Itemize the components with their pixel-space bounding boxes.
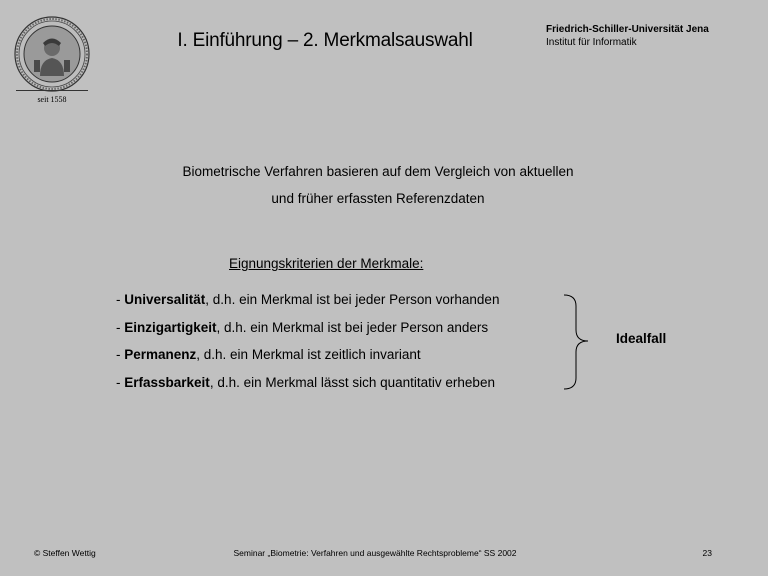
seal-caption: seit 1558 — [37, 95, 67, 104]
intro-line-1: Biometrische Verfahren basieren auf dem Vergleich von aktuellen — [182, 164, 574, 179]
criterion-permanence: - Permanenz, d.h. ein Merkmal ist zeitlich invariant — [116, 347, 421, 362]
criterion-term: Einzigartigkeit — [124, 319, 217, 335]
criterion-term: Permanenz — [124, 347, 197, 362]
right-curly-brace — [562, 292, 594, 392]
criterion-universality: - Universalität, d.h. ein Merkmal ist bei jeder Person vorhanden — [116, 292, 500, 307]
footer-seminar: Seminar „Biometrie: Verfahren und ausgewählte Rechtsprobleme“ SS 2002 — [233, 548, 517, 558]
intro-line-2: und früher erfassten Referenzdaten — [271, 191, 485, 206]
university-seal-logo — [14, 16, 90, 92]
footer-author: © Steffen Wettig — [34, 548, 96, 558]
slide-title: I. Einführung – 2. Merkmalsauswahl — [177, 30, 473, 51]
criterion-term: Erfassbarkeit — [124, 374, 210, 390]
criterion-collectability: - Erfassbarkeit, d.h. ein Merkmal lässt sich quantitativ erheben — [116, 374, 495, 390]
criteria-list — [116, 292, 499, 402]
university-name: Friedrich-Schiller-Universität Jena — [546, 24, 709, 35]
criteria-heading: Eignungskriterien der Merkmale: — [229, 256, 424, 271]
institute-name: Institut für Informatik — [546, 37, 637, 48]
criterion-uniqueness: - Einzigartigkeit, d.h. ein Merkmal ist bei jeder Person anders — [116, 319, 489, 335]
ideal-case-label: Idealfall — [616, 331, 667, 346]
page-number: 23 — [702, 548, 712, 558]
seal-divider — [16, 90, 88, 91]
criterion-term: Universalität — [124, 292, 206, 307]
